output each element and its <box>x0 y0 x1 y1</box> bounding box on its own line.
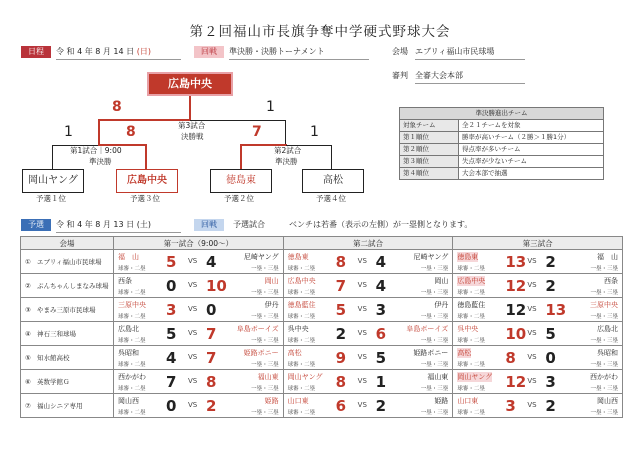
umpire-left: 球審・二塁 <box>287 266 316 272</box>
col-header-game3: 第三試合 <box>453 237 623 250</box>
game1-label: 第1試合｜9:00 <box>70 146 122 155</box>
score-left: 3 <box>505 397 516 415</box>
vs-label: VS <box>188 305 198 313</box>
team-right: 岡山 <box>264 277 279 285</box>
umpire-left: 球審・二塁 <box>287 410 316 416</box>
game-cell <box>114 250 284 274</box>
score-right: 13 <box>545 301 567 319</box>
game2-round: 準決勝 <box>275 157 298 166</box>
rules-value: 大会本部で抽選 <box>459 168 604 180</box>
seed-label: 予選１位 <box>36 194 66 203</box>
table-row <box>21 322 623 346</box>
team-box-tokushima-higashi: 徳島東 <box>210 169 272 193</box>
seed-label: 予選２位 <box>224 194 254 203</box>
umpire-left: 球審・二塁 <box>457 386 485 392</box>
page-title: 第２回福山市長旗争奪中学硬式野球大会 <box>189 24 451 40</box>
score-left: 12 <box>505 373 527 391</box>
umpire-left: 球審・二塁 <box>457 362 485 368</box>
umpire-left: 球審・二塁 <box>457 338 485 344</box>
game-cell <box>453 274 623 298</box>
round-label: 回戦 <box>194 46 224 58</box>
score-right: 2 <box>545 397 556 415</box>
score-right: 3 <box>375 301 387 319</box>
venue-cell <box>21 274 114 298</box>
rules-row <box>400 120 604 132</box>
bracket-line <box>52 145 53 169</box>
umpire-right: 一塁・三塁 <box>590 338 618 344</box>
score-left: 7 <box>335 277 347 295</box>
team-left: 岡山ヤング <box>287 373 323 381</box>
score-right: 8 <box>206 373 217 391</box>
team-left: 徳島東 <box>457 253 479 261</box>
score-right: 7 <box>206 325 217 343</box>
score-right: 3 <box>545 373 556 391</box>
umpire-left: 球審・二塁 <box>118 338 146 344</box>
venue-name: エブリィ福山市民球場 <box>37 258 102 266</box>
prelim-round: 予選試合 <box>233 220 265 229</box>
team-left: 呉中央 <box>287 325 309 333</box>
team-right: 福 山 <box>597 253 618 261</box>
umpire-left: 球審・二塁 <box>118 410 146 416</box>
score-right: 5 <box>375 349 387 367</box>
rules-key: 第３順位 <box>400 156 459 168</box>
vs-label: VS <box>357 353 367 361</box>
team-left: 岡山西 <box>118 397 139 405</box>
venue-label: 会場 <box>392 47 408 56</box>
team-right: 尼崎ヤング <box>243 253 279 261</box>
venue-name: 英数学館Ｇ <box>37 378 70 386</box>
rules-value: 失点率が少ないチーム <box>459 156 604 168</box>
team-right: 岡山 <box>434 277 449 285</box>
score-left: 5 <box>335 301 347 319</box>
venue-cell <box>21 322 114 346</box>
team-left: 西条 <box>118 277 132 285</box>
score-right: 2 <box>545 253 556 271</box>
score-right: 1 <box>375 373 387 391</box>
score-left: 13 <box>505 253 527 271</box>
vs-label: VS <box>357 329 367 337</box>
game-cell <box>283 298 453 322</box>
semi1-score-right: 8 <box>126 124 136 140</box>
game-cell <box>453 298 623 322</box>
umpire-left: 球審・二塁 <box>457 410 485 416</box>
score-left: 5 <box>166 325 177 343</box>
prelim-date <box>56 219 181 233</box>
finals-round: 準決勝・決勝トーナメント <box>229 46 369 60</box>
team-right: 福山東 <box>427 373 449 381</box>
rules-row <box>400 132 604 144</box>
team-right: 尼崎ヤング <box>413 253 449 261</box>
results-table <box>20 236 623 418</box>
table-row <box>21 250 623 274</box>
rules-row <box>400 144 604 156</box>
bracket-line <box>98 119 100 145</box>
team-left: 徳島藍住 <box>457 301 486 309</box>
rules-value: 勝率が高いチーム（２勝＞１勝1分） <box>459 132 604 144</box>
score-right: 5 <box>545 325 556 343</box>
rules-value: 得点率が多いチーム <box>459 144 604 156</box>
rules-table <box>399 107 604 180</box>
rules-key: 第２順位 <box>400 144 459 156</box>
score-left: 4 <box>166 349 177 367</box>
table-row <box>21 274 623 298</box>
venue-cell <box>21 298 114 322</box>
venue-number: ② <box>25 282 31 290</box>
score-right: 10 <box>206 277 227 295</box>
finals-umpire: 全審大会本部 <box>415 70 525 84</box>
score-left: 6 <box>335 397 347 415</box>
final-score-right: 1 <box>266 99 275 115</box>
game-cell <box>453 322 623 346</box>
vs-label: VS <box>188 329 198 337</box>
venue-number: ⑤ <box>25 354 31 362</box>
score-right: 4 <box>375 277 387 295</box>
game3-round: 決勝戦 <box>181 132 204 141</box>
vs-label: VS <box>527 305 537 313</box>
umpire-right: 一塁・三塁 <box>420 386 449 392</box>
umpire-left: 球審・二塁 <box>457 314 485 320</box>
game-cell <box>283 322 453 346</box>
rules-header: 準決勝進出チーム <box>400 108 604 120</box>
venue-cell <box>21 370 114 394</box>
bracket-line <box>285 120 286 146</box>
team-box-hiroshima-chuo: 広島中央 <box>116 169 178 193</box>
finals-date <box>56 46 181 60</box>
vs-label: VS <box>527 401 537 409</box>
venue-number: ⑦ <box>25 402 31 410</box>
umpire-right: 一塁・三塁 <box>251 314 279 320</box>
game-cell <box>283 346 453 370</box>
game-cell <box>453 346 623 370</box>
score-right: 2 <box>375 397 387 415</box>
team-right: 西かがわ <box>590 373 618 381</box>
umpire-left: 球審・二塁 <box>287 338 316 344</box>
team-right: 伊丹 <box>434 301 449 309</box>
team-right: 姫路 <box>434 397 449 405</box>
vs-label: VS <box>527 353 537 361</box>
prelim-round-label: 回戦 <box>194 219 224 231</box>
game-cell <box>114 370 284 394</box>
umpire-right: 一塁・三塁 <box>590 386 618 392</box>
score-right: 0 <box>545 349 556 367</box>
seed-label: 予選４位 <box>316 194 346 203</box>
semi2-score-right: 1 <box>310 124 319 140</box>
team-right: 西条 <box>604 277 618 285</box>
team-right: 阜島ボーイズ <box>406 325 449 333</box>
umpire-right: 一塁・三塁 <box>251 410 279 416</box>
vs-label: VS <box>357 281 367 289</box>
umpire-left: 球審・二塁 <box>287 314 316 320</box>
game-cell <box>114 274 284 298</box>
umpire-left: 球審・二塁 <box>287 362 316 368</box>
team-right: 姫路ボニー <box>413 349 449 357</box>
game-cell <box>114 346 284 370</box>
umpire-right: 一塁・三塁 <box>420 338 449 344</box>
umpire-right: 一塁・三塁 <box>251 290 279 296</box>
col-header-game1: 第一試合（9:00〜） <box>114 237 284 250</box>
umpire-right: 一塁・三塁 <box>251 266 279 272</box>
umpire-left: 球審・二塁 <box>287 386 316 392</box>
final-score-left: 8 <box>112 99 122 115</box>
umpire-left: 球審・二塁 <box>457 290 485 296</box>
semi1-score-left: 1 <box>64 124 73 140</box>
team-left: 西かがわ <box>118 373 146 381</box>
venue-name: 福山シニア専用 <box>37 402 83 410</box>
vs-label: VS <box>188 353 198 361</box>
rules-row <box>400 168 604 180</box>
team-box-takamatsu: 高松 <box>302 169 364 193</box>
game-cell <box>283 250 453 274</box>
finals-venue: エブリィ福山市民球場 <box>415 46 525 60</box>
bracket-line <box>331 145 332 169</box>
col-header-game2: 第二試合 <box>283 237 453 250</box>
bracket-line <box>189 96 191 120</box>
umpire-right: 一塁・三塁 <box>590 314 618 320</box>
umpire-right: 一塁・三塁 <box>420 410 449 416</box>
umpire-right: 一塁・三塁 <box>251 338 279 344</box>
vs-label: VS <box>188 401 198 409</box>
rules-key: 第４順位 <box>400 168 459 180</box>
score-left: 5 <box>166 253 177 271</box>
umpire-label: 審判 <box>392 71 408 80</box>
prelim-note: ベンチは若番（表示の左側）が一塁側となります。 <box>289 220 473 229</box>
venue-number: ① <box>25 258 31 266</box>
team-left: 徳島藍住 <box>287 301 316 309</box>
umpire-right: 一塁・三塁 <box>420 290 449 296</box>
venue-name: 神石三和球場 <box>37 330 76 338</box>
venue-number: ③ <box>25 306 31 314</box>
game3-label: 第3試合 <box>178 121 206 130</box>
team-right: 福山東 <box>257 373 279 381</box>
score-right: 6 <box>375 325 387 343</box>
umpire-left: 球審・二塁 <box>118 362 146 368</box>
vs-label: VS <box>527 281 537 289</box>
venue-number: ④ <box>25 330 31 338</box>
game-cell <box>283 274 453 298</box>
team-left: 山口東 <box>287 397 309 405</box>
game-cell <box>283 370 453 394</box>
vs-label: VS <box>527 257 537 265</box>
vs-label: VS <box>527 329 537 337</box>
rules-key: 第１順位 <box>400 132 459 144</box>
venue-name: ぶんちゃんしまなみ球場 <box>37 282 109 290</box>
game-cell <box>114 322 284 346</box>
vs-label: VS <box>188 257 198 265</box>
team-box-okayama-young: 岡山ヤング <box>22 169 84 193</box>
umpire-left: 球審・二塁 <box>457 266 485 272</box>
table-row <box>21 346 623 370</box>
score-right: 4 <box>206 253 217 271</box>
score-left: 0 <box>166 397 177 415</box>
team-right: 姫路ボニー <box>243 349 279 357</box>
team-right: 伊丹 <box>264 301 279 309</box>
score-right: 2 <box>545 277 556 295</box>
rules-value: 全２１チームを対象 <box>459 120 604 132</box>
table-row <box>21 298 623 322</box>
team-left: 岡山ヤング <box>457 373 493 381</box>
prelim-weekday: (土) <box>136 220 151 229</box>
champion-box: 広島中央 <box>147 72 233 96</box>
finals-weekday: (日) <box>136 47 151 56</box>
umpire-left: 球審・二塁 <box>287 290 316 296</box>
score-left: 8 <box>505 349 516 367</box>
score-right: 0 <box>206 301 217 319</box>
vs-label: VS <box>357 257 367 265</box>
vs-label: VS <box>188 281 198 289</box>
bracket-line <box>240 144 242 169</box>
umpire-left: 球審・二塁 <box>118 290 146 296</box>
game-cell <box>453 370 623 394</box>
umpire-right: 一塁・三塁 <box>590 290 618 296</box>
score-left: 0 <box>166 277 177 295</box>
venue-cell <box>21 394 114 418</box>
umpire-right: 一塁・三塁 <box>251 362 279 368</box>
umpire-right: 一塁・三塁 <box>251 386 279 392</box>
score-left: 8 <box>335 373 347 391</box>
umpire-left: 球審・二塁 <box>118 386 146 392</box>
finals-date-text: 令 和 4 年 8 月 14 日 <box>56 47 135 56</box>
venue-cell <box>21 346 114 370</box>
score-left: 8 <box>335 253 347 271</box>
umpire-right: 一塁・三塁 <box>590 266 618 272</box>
team-left: 徳島東 <box>287 253 309 261</box>
umpire-right: 一塁・三塁 <box>590 410 618 416</box>
game-cell <box>114 394 284 418</box>
score-left: 2 <box>335 325 347 343</box>
team-left: 広島中央 <box>287 277 316 285</box>
seed-label: 予選３位 <box>130 194 160 203</box>
venue-name: 知水館高校 <box>37 354 70 362</box>
score-right: 7 <box>206 349 217 367</box>
score-left: 3 <box>166 301 177 319</box>
vs-label: VS <box>527 377 537 385</box>
team-right: 阜島ボーイズ <box>236 325 279 333</box>
team-right: 姫路 <box>264 397 279 405</box>
semi2-score-left: 7 <box>252 124 262 140</box>
umpire-right: 一塁・三塁 <box>420 266 449 272</box>
team-left: 三原中央 <box>118 301 146 309</box>
team-left: 広島北 <box>118 325 139 333</box>
team-left: 山口東 <box>457 397 479 405</box>
team-left: 福 山 <box>118 253 139 261</box>
venue-name: やまみ三原市民球場 <box>37 306 96 314</box>
team-right: 三原中央 <box>590 301 618 309</box>
vs-label: VS <box>357 377 367 385</box>
game-cell <box>283 394 453 418</box>
team-right: 呉昭和 <box>597 349 618 357</box>
team-left: 呉中央 <box>457 325 479 333</box>
rules-key: 対象チーム <box>400 120 459 132</box>
date-label: 日程 <box>21 46 51 58</box>
game1-round: 準決勝 <box>89 157 112 166</box>
team-right: 広島北 <box>597 325 618 333</box>
rules-row <box>400 156 604 168</box>
umpire-right: 一塁・三塁 <box>420 362 449 368</box>
game2-label: 第2試合 <box>274 146 302 155</box>
vs-label: VS <box>357 305 367 313</box>
table-row <box>21 370 623 394</box>
game-cell <box>453 250 623 274</box>
score-right: 2 <box>206 397 217 415</box>
venue-number: ⑥ <box>25 378 31 386</box>
umpire-right: 一塁・三塁 <box>590 362 618 368</box>
score-left: 12 <box>505 277 527 295</box>
score-left: 9 <box>335 349 347 367</box>
team-left: 高松 <box>457 349 472 357</box>
table-row <box>21 394 623 418</box>
game-cell <box>114 298 284 322</box>
umpire-right: 一塁・三塁 <box>420 314 449 320</box>
team-right: 岡山西 <box>597 397 618 405</box>
score-left: 12 <box>505 301 527 319</box>
vs-label: VS <box>188 377 198 385</box>
umpire-left: 球審・二塁 <box>118 314 146 320</box>
game-cell <box>453 394 623 418</box>
prelim-label: 予選 <box>21 219 51 231</box>
venue-cell <box>21 250 114 274</box>
score-right: 4 <box>375 253 387 271</box>
col-header-venue: 会場 <box>21 237 114 250</box>
score-left: 10 <box>505 325 527 343</box>
score-left: 7 <box>166 373 177 391</box>
team-left: 広島中央 <box>457 277 486 285</box>
prelim-date-text: 令 和 4 年 8 月 13 日 <box>56 220 135 229</box>
team-left: 高松 <box>287 349 302 357</box>
umpire-left: 球審・二塁 <box>118 266 146 272</box>
team-left: 呉昭和 <box>118 349 139 357</box>
bracket-line <box>145 144 147 169</box>
vs-label: VS <box>357 401 367 409</box>
